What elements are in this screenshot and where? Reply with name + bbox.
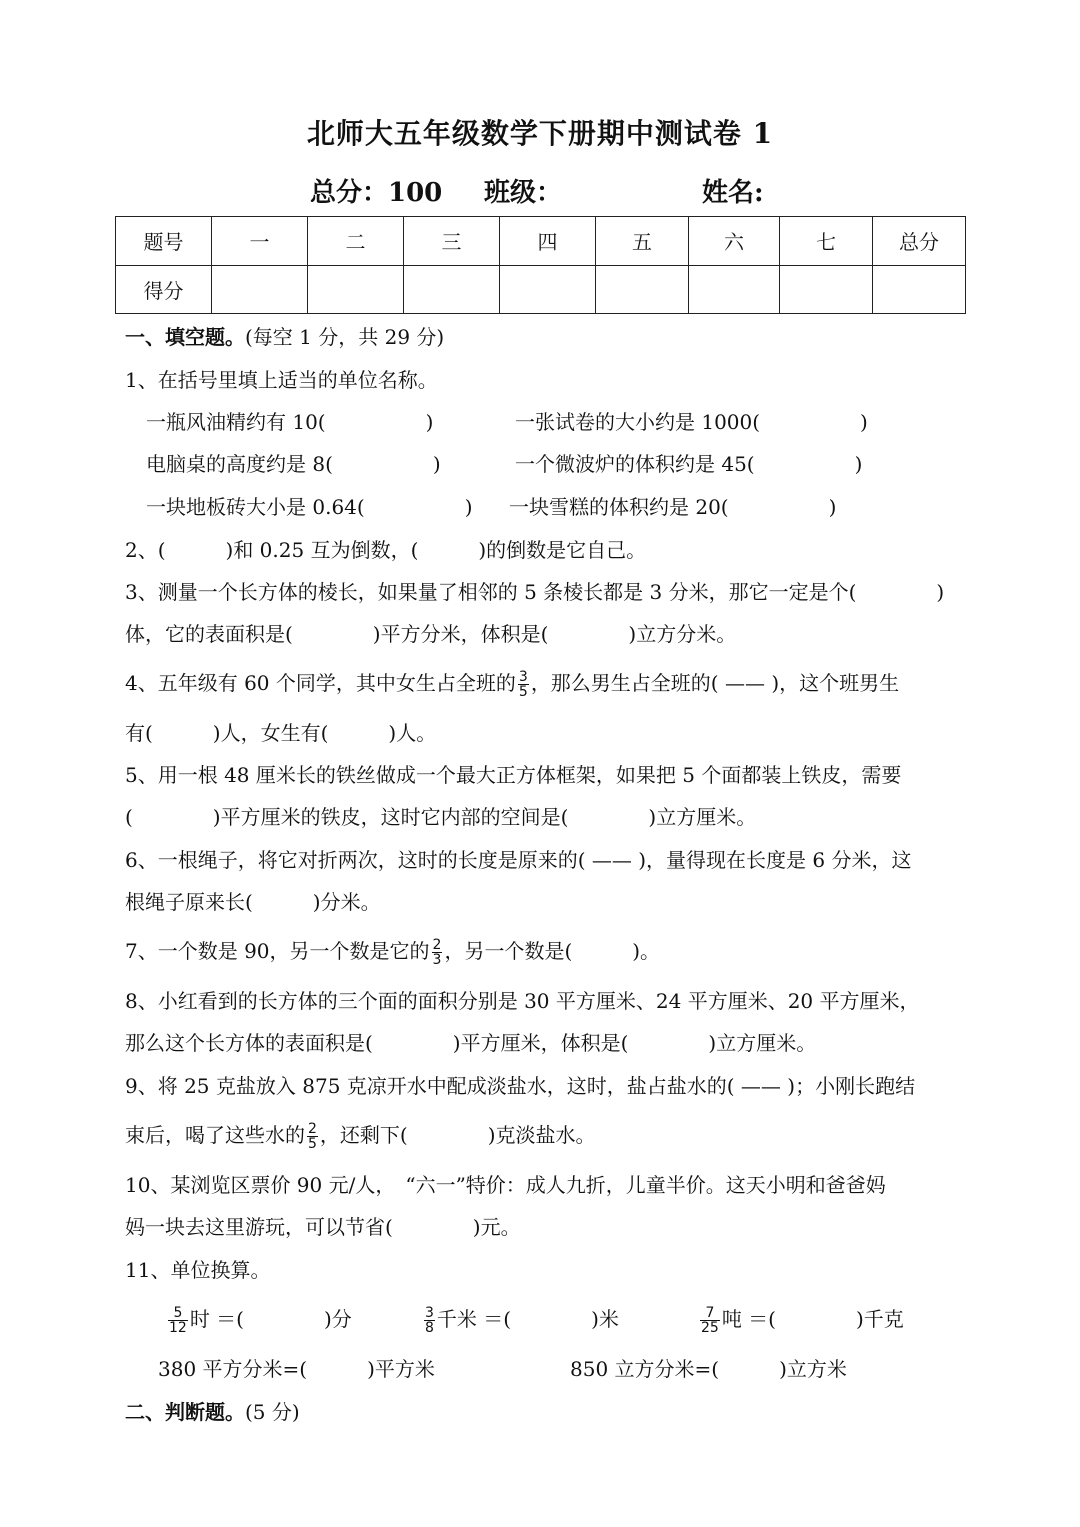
section1-title: 一、填空题。 bbox=[125, 325, 245, 349]
score-table-header-row bbox=[116, 217, 966, 266]
question-4-line2: 有( )人，女生有( )人。 bbox=[125, 721, 437, 745]
header-cell: 七 bbox=[780, 217, 873, 266]
conversion-text: 时 ＝( )分 bbox=[189, 1307, 352, 1331]
q7-pre: 7、一个数是 90，另一个数是它的 bbox=[125, 939, 430, 963]
score-table bbox=[115, 216, 966, 314]
question-1: 1、在括号里填上适当的单位名称。 bbox=[125, 368, 438, 392]
question-2: 2、( )和 0.25 互为倒数，( )的倒数是它自己。 bbox=[125, 538, 647, 562]
section2-note: (5 分) bbox=[245, 1400, 300, 1424]
total-score-label: 总分：100 bbox=[310, 178, 443, 208]
q11-area-conversion: 380 平方分米=( )平方米 bbox=[158, 1357, 435, 1381]
fraction-denominator: 5 bbox=[308, 1136, 317, 1152]
fraction-denominator: 8 bbox=[425, 1320, 434, 1336]
row-label: 得分 bbox=[116, 265, 212, 314]
header-cell: 二 bbox=[308, 217, 404, 266]
score-cell[interactable] bbox=[873, 265, 966, 314]
header-cell: 三 bbox=[404, 217, 500, 266]
q9-pre: 束后，喝了这些水的 bbox=[125, 1123, 305, 1147]
question-10-line1: 10、某浏览区票价 90 元/人， “六一”特价：成人九折，儿童半价。这天小明和爸爸妈 bbox=[125, 1173, 886, 1197]
conversion-fraction bbox=[424, 1306, 435, 1335]
header-cell: 一 bbox=[212, 217, 308, 266]
question-7 bbox=[125, 937, 660, 967]
q7-fraction bbox=[432, 938, 443, 967]
fraction-numerator: 2 bbox=[308, 1121, 317, 1137]
conversion-fraction bbox=[700, 1306, 720, 1335]
fraction-numerator: 2 bbox=[432, 937, 442, 953]
section2-title: 二、判断题。 bbox=[125, 1400, 245, 1424]
question-11: 11、单位换算。 bbox=[125, 1258, 271, 1282]
question-6-line2: 根绳子原来长( )分米。 bbox=[125, 890, 381, 914]
fraction-denominator: 25 bbox=[701, 1320, 719, 1336]
score-cell[interactable] bbox=[596, 265, 689, 314]
q4-post: ，那么男生占全班的( —— )，这个班男生 bbox=[530, 671, 900, 695]
score-cell[interactable] bbox=[689, 265, 780, 314]
q9-post: ，还剩下( )克淡盐水。 bbox=[319, 1123, 596, 1147]
fraction-numerator: 5 bbox=[168, 1306, 188, 1321]
question-3-line2: 体，它的表面积是( )平方分米，体积是( )立方分米。 bbox=[125, 622, 737, 646]
question-6-line1: 6、一根绳子，将它对折两次，这时的长度是原来的( —— )，量得现在长度是 6 分米，这 bbox=[125, 848, 912, 872]
fraction-numerator: 3 bbox=[518, 669, 528, 685]
q11-conversion bbox=[166, 1305, 352, 1335]
fraction-denominator: 12 bbox=[169, 1320, 187, 1336]
header-cell: 题号 bbox=[116, 217, 212, 266]
question-10-line2: 妈一块去这里游玩，可以节省( )元。 bbox=[125, 1215, 521, 1239]
name-label: 姓名: bbox=[702, 178, 764, 208]
q1-item: 一块地板砖大小是 0.64( ) bbox=[146, 495, 473, 519]
header-cell: 六 bbox=[689, 217, 780, 266]
q1-item: 一瓶风油精约有 10( ) bbox=[146, 410, 434, 434]
q1-item: 电脑桌的高度约是 8( ) bbox=[146, 452, 441, 476]
header-cell: 四 bbox=[500, 217, 596, 266]
fraction-denominator: 5 bbox=[518, 684, 528, 700]
question-9-line1: 9、将 25 克盐放入 875 克凉开水中配成淡盐水，这时，盐占盐水的( —— )；小刚长跑结 bbox=[125, 1074, 916, 1098]
score-cell[interactable] bbox=[308, 265, 404, 314]
question-5-line1: 5、用一根 48 厘米长的铁丝做成一个最大正方体框架，如果把 5 个面都装上铁皮，需要 bbox=[125, 763, 902, 787]
q1-item: 一块雪糕的体积约是 20( ) bbox=[509, 495, 837, 519]
section1-note: (每空 1 分，共 29 分) bbox=[245, 325, 445, 349]
question-4-line1 bbox=[125, 669, 899, 699]
conversion-text: 吨 ＝( )千克 bbox=[721, 1307, 904, 1331]
question-8-line2: 那么这个长方体的表面积是( )平方厘米，体积是( )立方厘米。 bbox=[125, 1031, 817, 1055]
fraction-numerator: 3 bbox=[425, 1305, 434, 1321]
conversion-text: 千米 ＝( )米 bbox=[436, 1307, 619, 1331]
q1-item: 一张试卷的大小约是 1000( ) bbox=[515, 410, 868, 434]
q11-volume-conversion: 850 立方分米=( )立方米 bbox=[570, 1357, 847, 1381]
fraction-denominator: 3 bbox=[432, 952, 442, 968]
score-cell[interactable] bbox=[780, 265, 873, 314]
q11-conversion bbox=[698, 1305, 904, 1335]
q9-fraction bbox=[307, 1122, 318, 1151]
q1-item: 一个微波炉的体积约是 45( ) bbox=[515, 452, 863, 476]
q11-conversion bbox=[422, 1305, 619, 1335]
section1-heading bbox=[125, 323, 444, 351]
question-3-line1: 3、测量一个长方体的棱长，如果量了相邻的 5 条棱长都是 3 分米，那它一定是个( ) bbox=[125, 580, 945, 604]
class-label: 班级： bbox=[484, 178, 563, 208]
score-cell[interactable] bbox=[212, 265, 308, 314]
score-table-score-row bbox=[116, 265, 966, 314]
conversion-fraction bbox=[168, 1306, 188, 1335]
page-title: 北师大五年级数学下册期中测试卷 1 bbox=[306, 117, 774, 150]
section2-heading bbox=[125, 1398, 300, 1426]
q7-post: ，另一个数是( )。 bbox=[444, 939, 661, 963]
header-cell: 五 bbox=[596, 217, 689, 266]
question-5-line2: ( )平方厘米的铁皮，这时它内部的空间是( )立方厘米。 bbox=[125, 805, 757, 829]
score-cell[interactable] bbox=[404, 265, 500, 314]
q4-fraction bbox=[518, 670, 529, 699]
question-8-line1: 8、小红看到的长方体的三个面的面积分别是 30 平方厘米、24 平方厘米、20 平方厘米， bbox=[125, 989, 920, 1013]
question-9-line2 bbox=[125, 1121, 596, 1151]
fraction-numerator: 7 bbox=[700, 1306, 720, 1321]
score-cell[interactable] bbox=[500, 265, 596, 314]
header-cell: 总分 bbox=[873, 217, 966, 266]
q4-pre: 4、五年级有 60 个同学，其中女生占全班的 bbox=[125, 671, 516, 695]
